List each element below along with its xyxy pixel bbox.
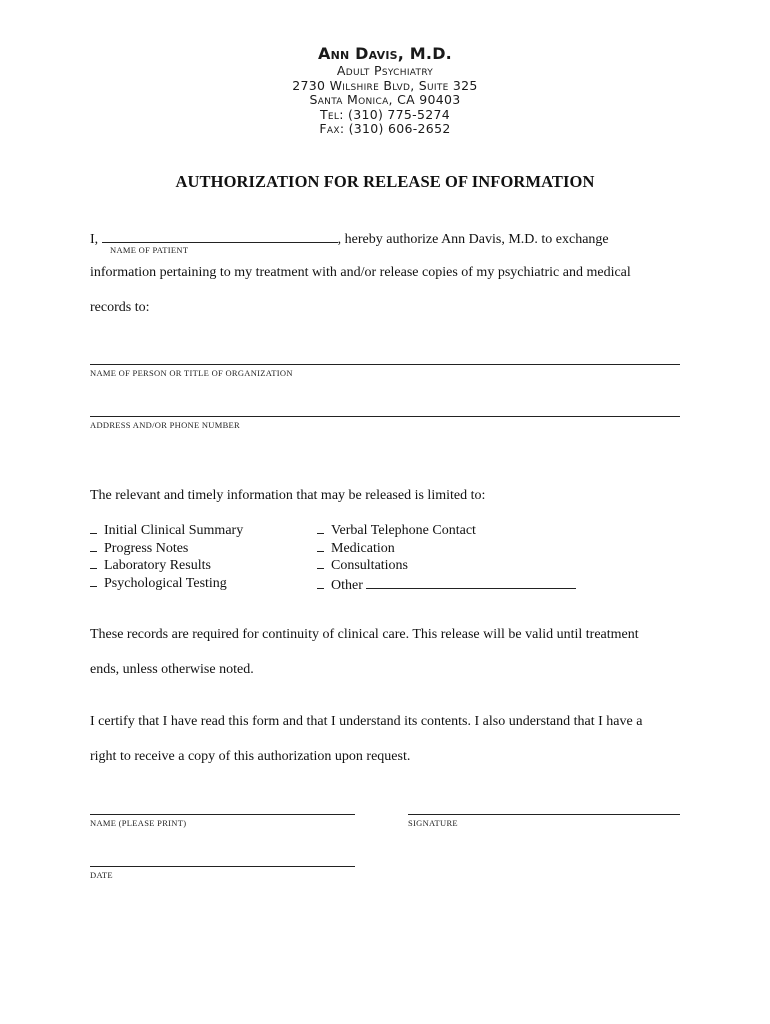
option-progress-notes[interactable]: Progress Notes [90, 540, 243, 558]
continuity-line-2: ends, unless otherwise noted. [90, 662, 254, 677]
certify-line-1: I certify that I have read this form and that I understand its contents. I also understand that I have a [90, 714, 643, 729]
specialty: Adult Psychiatry [336, 63, 434, 78]
authorization-line-2: information pertaining to my treatment with and/or release copies of my psychiatric and medical [90, 265, 631, 280]
street-address: 2730 Wilshire Blvd, Suite 325 [292, 77, 478, 93]
other-field[interactable] [366, 575, 576, 589]
continuity-line-1: These records are required for continuity of clinical care. This release will be valid until treatment [90, 627, 639, 642]
option-initial-clinical-summary[interactable]: Initial Clinical Summary [90, 522, 243, 540]
checkbox-blank[interactable] [317, 579, 324, 589]
checkbox-blank[interactable] [317, 542, 324, 552]
address-phone-field[interactable] [90, 416, 680, 417]
option-laboratory-results[interactable]: Laboratory Results [90, 557, 243, 575]
authorization-suffix: , hereby authorize Ann Davis, M.D. to exchange [337, 232, 609, 247]
option-medication[interactable]: Medication [317, 540, 576, 558]
option-psychological-testing[interactable]: Psychological Testing [90, 575, 243, 593]
checkbox-blank[interactable] [90, 559, 97, 569]
options-left-column [90, 522, 243, 592]
address-phone-caption: ADDRESS AND/OR PHONE NUMBER [90, 420, 241, 430]
authorization-prefix: I, [90, 232, 99, 247]
fax: Fax: (310) 606-2652 [319, 121, 451, 136]
certify-line-2: right to receive a copy of this authorization upon request. [90, 749, 411, 764]
options-right-column [317, 522, 576, 594]
option-other[interactable]: Other [317, 575, 576, 595]
patient-name-caption: NAME OF PATIENT [110, 245, 189, 255]
letterhead [0, 44, 770, 137]
form-title: AUTHORIZATION FOR RELEASE OF INFORMATION [175, 172, 595, 191]
info-intro: The relevant and timely information that may be released is limited to: [90, 488, 486, 503]
signature-caption: SIGNATURE [408, 818, 458, 828]
signature-field[interactable] [408, 814, 680, 815]
option-consultations[interactable]: Consultations [317, 557, 576, 575]
checkbox-blank[interactable] [90, 577, 97, 587]
patient-name-field[interactable] [102, 229, 338, 243]
checkbox-blank[interactable] [90, 542, 97, 552]
telephone: Tel: (310) 775-5274 [320, 106, 450, 122]
date-field[interactable] [90, 866, 355, 867]
checkbox-blank[interactable] [317, 524, 324, 534]
checkbox-blank[interactable] [317, 559, 324, 569]
checkbox-blank[interactable] [90, 524, 97, 534]
organization-field[interactable] [90, 364, 680, 365]
option-verbal-telephone-contact[interactable]: Verbal Telephone Contact [317, 522, 576, 540]
date-caption: DATE [90, 870, 113, 880]
authorization-line-3: records to: [90, 300, 150, 315]
city-state-zip: Santa Monica, CA 90403 [309, 92, 461, 107]
print-name-field[interactable] [90, 814, 355, 815]
doctor-name: Ann Davis, M.D. [318, 44, 452, 63]
print-name-caption: NAME (PLEASE PRINT) [90, 818, 187, 828]
organization-caption: NAME OF PERSON OR TITLE OF ORGANIZATION [90, 368, 293, 378]
